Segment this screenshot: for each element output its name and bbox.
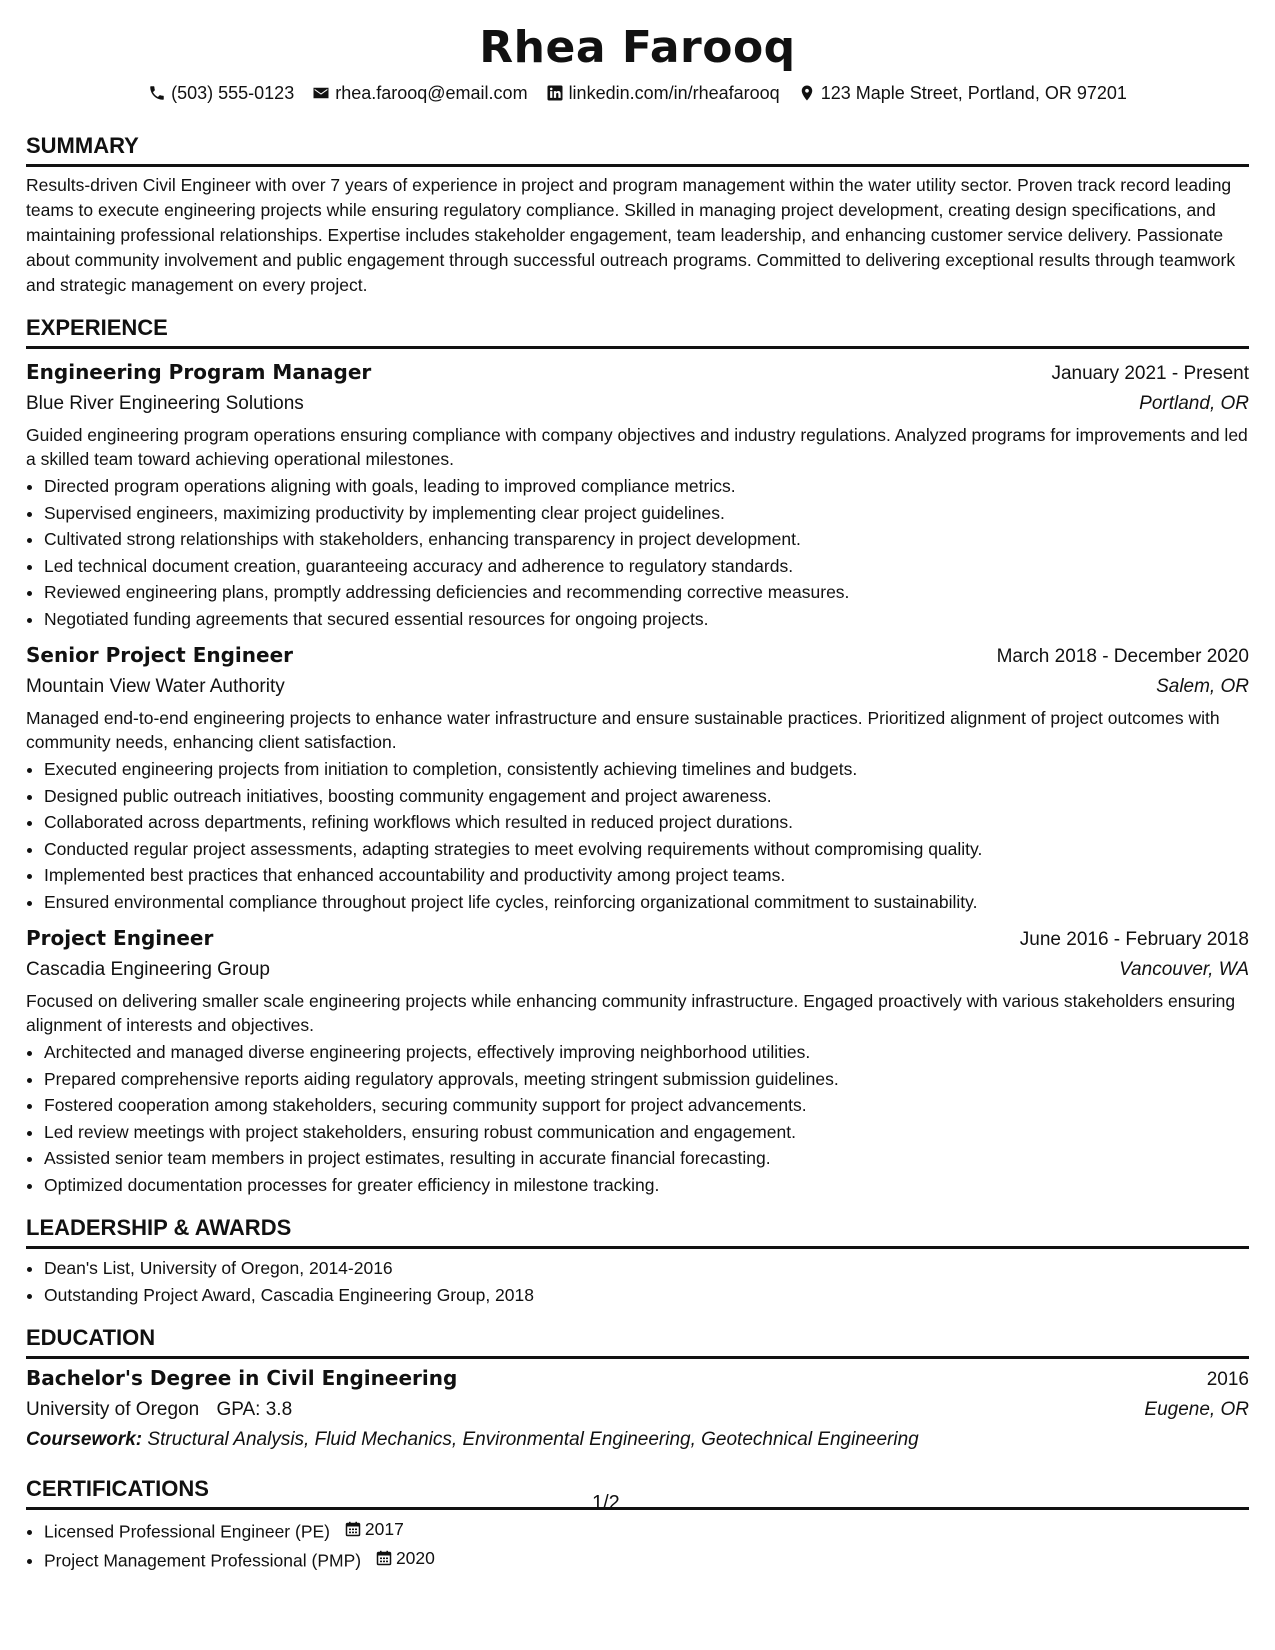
- list-item: • Led technical document creation, guaranteeing accuracy and adherence to regulatory standards.: [44, 553, 1249, 580]
- job-dates: March 2018 - December 2020: [996, 646, 1249, 667]
- job-title: Senior Project Engineer: [26, 643, 293, 667]
- degree-title: Bachelor's Degree in Civil Engineering: [26, 1366, 458, 1390]
- job-description: Guided engineering program operations ensuring compliance with company objectives and industry regulations. Analyzed programs for improvements and led a skilled team toward achieving operational milestones.: [26, 425, 1248, 469]
- section-title-certifications: CERTIFICATIONS: [26, 1475, 1249, 1510]
- list-item: • Fostered cooperation among stakeholders, securing community support for project advancements.: [44, 1092, 1249, 1119]
- coursework: [26, 1425, 1249, 1455]
- list-item: [44, 1516, 1249, 1545]
- address-text: 123 Maple Street, Portland, OR 97201: [820, 82, 1127, 103]
- job-dates: June 2016 - February 2018: [1019, 929, 1249, 950]
- company-name: Cascadia Engineering Group: [26, 959, 270, 980]
- list-item: • Cultivated strong relationships with stakeholders, enhancing transparency in project development.: [44, 526, 1249, 553]
- list-item: • Implemented best practices that enhanced accountability and productivity among project teams.: [44, 862, 1249, 889]
- job-location: Vancouver, WA: [1119, 959, 1249, 980]
- contact-bar: [26, 80, 1249, 106]
- experience-section: [26, 314, 1249, 1198]
- job-title: Project Engineer: [26, 926, 214, 950]
- phone-text: (503) 555-0123: [171, 82, 295, 103]
- list-item: • Collaborated across departments, refining workflows which resulted in reduced project durations.: [44, 809, 1249, 836]
- certifications-section: [26, 1475, 1249, 1574]
- contact-address: [798, 83, 1127, 104]
- email-text[interactable]: rhea.farooq@email.com: [335, 82, 528, 103]
- list-item: • Conducted regular project assessments, adapting strategies to meet evolving requirements without compromising quality.: [44, 836, 1249, 863]
- resume-page: [26, 18, 1249, 1574]
- section-title-education: EDUCATION: [26, 1324, 1249, 1359]
- certification-year: 2017: [364, 1519, 404, 1539]
- job-location: Portland, OR: [1139, 393, 1249, 414]
- certifications-list: [26, 1516, 1249, 1574]
- coursework-label: Coursework:: [26, 1429, 143, 1450]
- awards-section: [26, 1214, 1249, 1308]
- list-item: • Supervised engineers, maximizing productivity by implementing clear project guidelines.: [44, 500, 1249, 527]
- job-dates: January 2021 - Present: [1051, 363, 1249, 384]
- company-name: Mountain View Water Authority: [26, 676, 285, 697]
- list-item: • Negotiated funding agreements that secured essential resources for ongoing projects.: [44, 606, 1249, 633]
- company-name: Blue River Engineering Solutions: [26, 393, 304, 414]
- list-item: • Dean's List, University of Oregon, 2014-2016: [44, 1255, 1249, 1282]
- map-pin-icon: [798, 84, 816, 102]
- contact-email[interactable]: [312, 83, 527, 104]
- certification-date: [345, 1516, 404, 1543]
- list-item: • Directed program operations aligning with goals, leading to improved compliance metrics.: [44, 473, 1249, 500]
- calendar-icon: [376, 1550, 392, 1566]
- section-title-awards: LEADERSHIP & AWARDS: [26, 1214, 1249, 1249]
- certification-name: Project Management Professional (PMP): [44, 1550, 362, 1570]
- summary-text: Results-driven Civil Engineer with over 7 years of experience in project and program management within the water utility sector. Proven track record leading teams to execute engineering projects while ensuring regulatory compliance. Skilled in managing project development, creating design specifications, and maintaining professional relationships. Expertise includes stakeholder engagement, team leadership, and enhancing customer service delivery. Passionate about community involvement and public engagement through successful outreach programs. Committed to delivering exceptional results through teamwork and strategic management on every project.: [26, 175, 1236, 295]
- school-info: [26, 1395, 292, 1425]
- list-item: • Reviewed engineering plans, promptly addressing deficiencies and recommending corrective measures.: [44, 579, 1249, 606]
- envelope-icon: [312, 84, 330, 102]
- job-location: Salem, OR: [1156, 676, 1249, 697]
- list-item: • Optimized documentation processes for greater efficiency in milestone tracking.: [44, 1172, 1249, 1199]
- job-description: Managed end-to-end engineering projects to enhance water infrastructure and ensure sustainable practices. Prioritized alignment of project outcomes with community needs, enhancing client satisfaction.: [26, 708, 1220, 752]
- education-section: [26, 1324, 1249, 1455]
- calendar-icon: [345, 1521, 361, 1537]
- graduation-year: 2016: [1206, 1369, 1249, 1390]
- list-item: • Executed engineering projects from initiation to completion, consistently achieving timelines and budgets.: [44, 756, 1249, 783]
- list-item: • Ensured environmental compliance throughout project life cycles, reinforcing organizational commitment to sustainability.: [44, 889, 1249, 916]
- job-entry: [26, 923, 1249, 1198]
- coursework-list: Structural Analysis, Fluid Mechanics, Environmental Engineering, Geotechnical Engineering: [147, 1429, 919, 1450]
- linkedin-text[interactable]: linkedin.com/in/rheafarooq: [568, 82, 780, 103]
- candidate-name: Rhea Farooq: [479, 22, 796, 73]
- gpa: GPA: 3.8: [216, 1399, 293, 1420]
- linkedin-icon: [546, 84, 564, 102]
- job-bullets: [26, 473, 1249, 632]
- contact-linkedin[interactable]: [546, 83, 780, 104]
- list-item: [44, 1545, 1249, 1574]
- school-name: University of Oregon: [26, 1399, 200, 1420]
- section-title-summary: SUMMARY: [26, 132, 1249, 167]
- awards-list: [26, 1255, 1249, 1308]
- job-description: Focused on delivering smaller scale engineering projects while enhancing community infrastructure. Engaged proactively with various stakeholders ensuring alignment of interests and objectives.: [26, 991, 1236, 1035]
- job-entry: [26, 357, 1249, 632]
- phone-icon: [148, 84, 166, 102]
- list-item: • Outstanding Project Award, Cascadia Engineering Group, 2018: [44, 1282, 1249, 1309]
- certification-name: Licensed Professional Engineer (PE): [44, 1521, 330, 1542]
- page-number: 1/2: [592, 1492, 620, 1514]
- list-item: • Designed public outreach initiatives, boosting community engagement and project awareness.: [44, 783, 1249, 810]
- certification-date: [376, 1545, 435, 1572]
- summary-section: [26, 132, 1249, 298]
- list-item: • Led review meetings with project stakeholders, ensuring robust communication and engagement.: [44, 1119, 1249, 1146]
- job-title: Engineering Program Manager: [26, 360, 372, 384]
- list-item: • Assisted senior team members in project estimates, resulting in accurate financial forecasting.: [44, 1145, 1249, 1172]
- section-title-experience: EXPERIENCE: [26, 314, 1249, 349]
- list-item: • Prepared comprehensive reports aiding regulatory approvals, meeting stringent submission guidelines.: [44, 1066, 1249, 1093]
- job-entry: [26, 640, 1249, 915]
- job-bullets: [26, 1039, 1249, 1198]
- job-bullets: [26, 756, 1249, 915]
- school-location: Eugene, OR: [1144, 1399, 1249, 1420]
- list-item: • Architected and managed diverse engineering projects, effectively improving neighborhood utilities.: [44, 1039, 1249, 1066]
- contact-phone: [148, 83, 294, 104]
- certification-year: 2020: [395, 1547, 435, 1568]
